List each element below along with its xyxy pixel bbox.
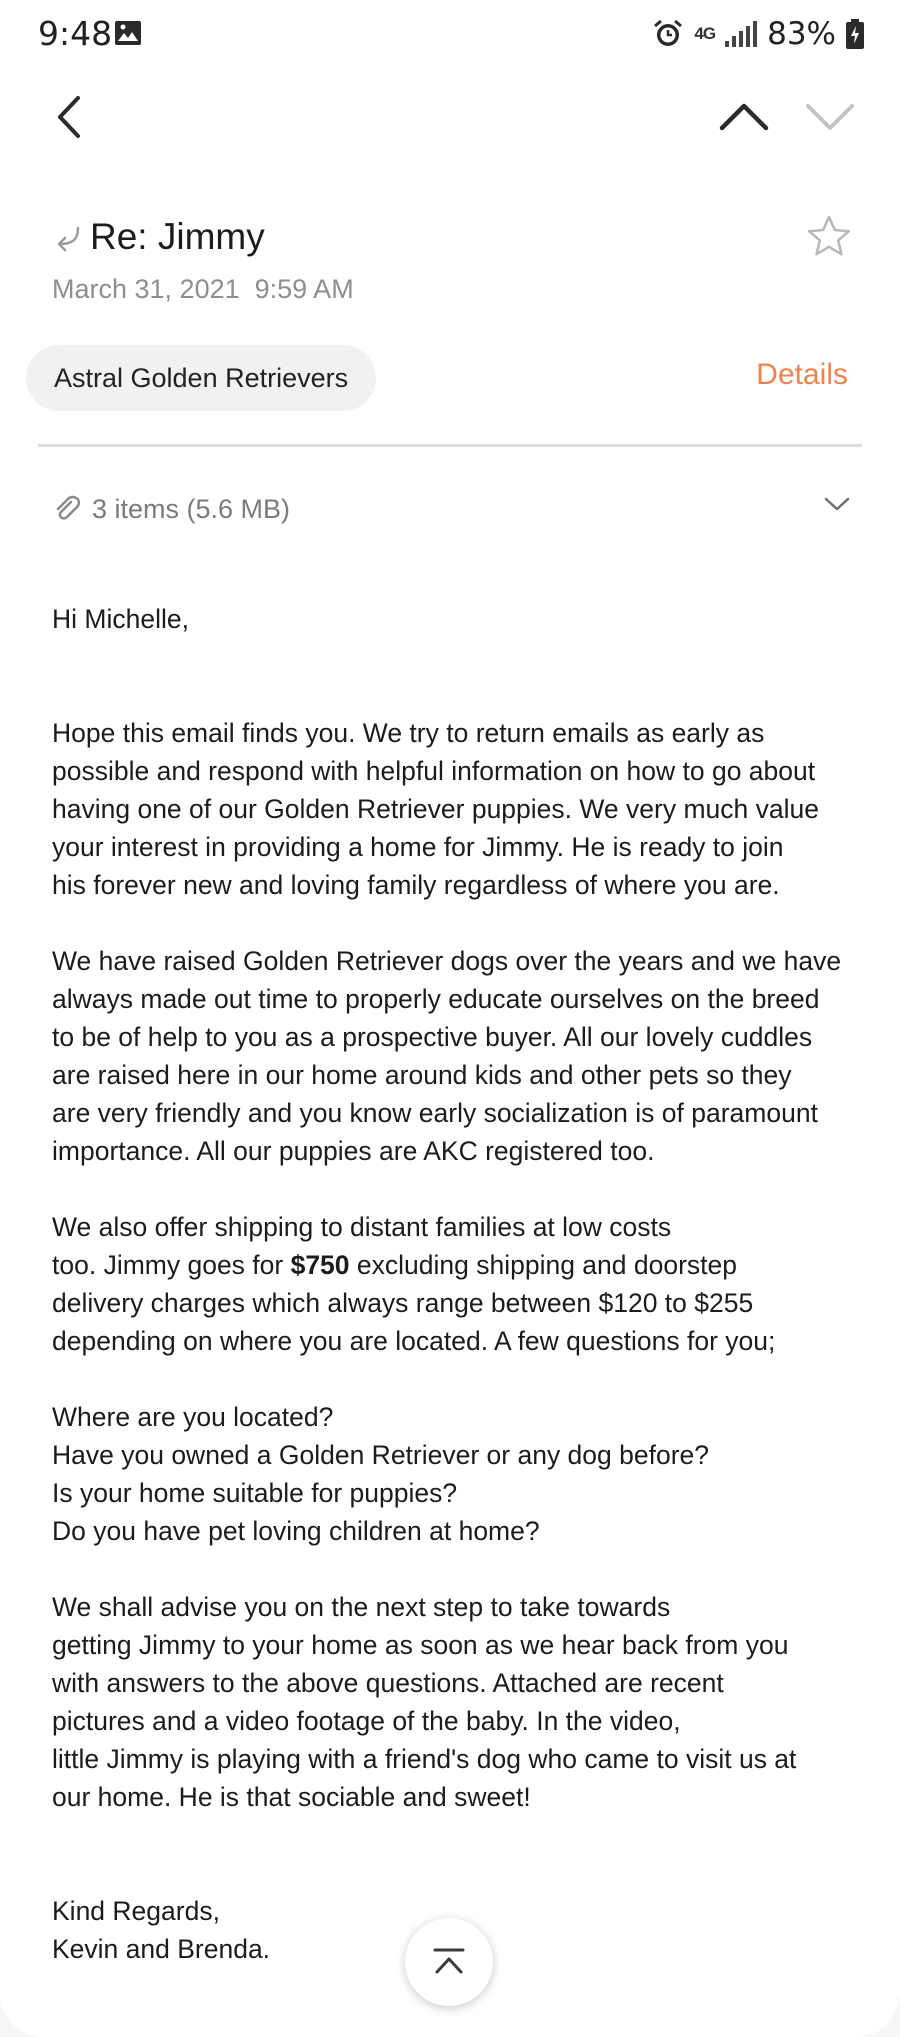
closing-line: Kind Regards,: [52, 1896, 220, 1926]
scroll-to-top-button[interactable]: [405, 1918, 493, 2006]
question-line: Is your home suitable for puppies?: [52, 1478, 458, 1508]
back-button[interactable]: [46, 90, 96, 144]
status-time: 9:48: [38, 14, 113, 53]
body-line: We shall advise you on the next step to take towards: [52, 1592, 671, 1622]
details-button[interactable]: Details: [756, 358, 848, 391]
body-line-with-price: [52, 1246, 872, 1284]
previous-email-button[interactable]: [716, 94, 772, 138]
email-body: [52, 600, 872, 1968]
star-button[interactable]: [806, 214, 852, 258]
body-line: are raised here in our home around kids and other pets so they: [52, 1060, 792, 1090]
battery-percentage: 83%: [767, 16, 836, 52]
body-line: We also offer shipping to distant families at low costs: [52, 1212, 672, 1242]
body-line: We have raised Golden Retriever dogs over the years and we have: [52, 946, 842, 976]
expand-chevron-icon: [822, 494, 852, 514]
header-divider: [38, 444, 862, 447]
email-date: March 31, 2021 9:59 AM: [52, 274, 354, 304]
body-line: depending on where you are located. A few questions for you;: [52, 1326, 776, 1356]
attachments-toggle[interactable]: [52, 484, 852, 534]
body-line: possible and respond with helpful information on how to go about: [52, 756, 816, 786]
body-line: importance. All our puppies are AKC registered too.: [52, 1136, 655, 1166]
body-line: having one of our Golden Retriever puppies. We very much value: [52, 794, 819, 824]
body-line: delivery charges which always range between $120 to $255: [52, 1288, 754, 1318]
back-arrow-icon: [46, 90, 96, 144]
reply-icon: [52, 222, 84, 252]
body-line: with answers to the above questions. Attached are recent: [52, 1668, 724, 1698]
body-line: to be of help to you as a prospective buyer. All our lovely cuddles: [52, 1022, 813, 1052]
chevron-down-icon: [802, 94, 858, 138]
question-line: Where are you located?: [52, 1402, 334, 1432]
email-paragraph-1: [52, 714, 872, 904]
body-line: our home. He is that sociable and sweet!: [52, 1782, 531, 1812]
body-line: pictures and a video footage of the baby. In the video,: [52, 1706, 681, 1736]
network-type-indicator: 4G: [694, 24, 716, 43]
sender-chip[interactable]: Astral Golden Retrievers: [26, 345, 376, 411]
body-line: are very friendly and you know early socialization is of paramount: [52, 1098, 818, 1128]
email-greeting: Hi Michelle,: [52, 604, 189, 634]
scroll-to-top-icon: [432, 1946, 466, 1978]
email-paragraph-3: [52, 1208, 872, 1360]
gallery-notification-icon: [114, 20, 142, 46]
paperclip-icon: [52, 494, 82, 524]
star-outline-icon: [806, 214, 852, 258]
status-bar: [0, 0, 900, 70]
body-line: always made out time to properly educate ourselves on the breed: [52, 984, 820, 1014]
email-paragraph-2: [52, 942, 872, 1170]
question-line: Have you owned a Golden Retriever or any dog before?: [52, 1440, 710, 1470]
body-line: little Jimmy is playing with a friend's dog who came to visit us at: [52, 1744, 797, 1774]
attachments-summary: 3 items (5.6 MB): [92, 493, 291, 524]
body-text: too. Jimmy goes for: [52, 1250, 291, 1280]
body-line: getting Jimmy to your home as soon as we hear back from you: [52, 1630, 789, 1660]
body-line: your interest in providing a home for Jimmy. He is ready to join: [52, 832, 784, 862]
alarm-icon: [652, 18, 684, 50]
body-text: excluding shipping and doorstep: [349, 1250, 738, 1280]
signature-line: Kevin and Brenda.: [52, 1934, 271, 1964]
email-questions: [52, 1398, 872, 1550]
price-highlight: $750: [290, 1250, 350, 1280]
email-header: [52, 210, 265, 264]
question-line: Do you have pet loving children at home?: [52, 1516, 540, 1546]
email-paragraph-4: [52, 1588, 872, 1816]
body-line: his forever new and loving family regardless of where you are.: [52, 870, 780, 900]
chevron-up-icon: [716, 94, 772, 138]
email-toolbar: [0, 80, 900, 150]
battery-charging-icon: [846, 19, 864, 49]
email-subject: Re: Jimmy: [90, 216, 265, 257]
signal-strength-icon: [725, 21, 757, 47]
status-indicators: [652, 14, 864, 54]
body-line: Hope this email finds you. We try to return emails as early as: [52, 718, 765, 748]
next-email-button[interactable]: [802, 94, 858, 138]
